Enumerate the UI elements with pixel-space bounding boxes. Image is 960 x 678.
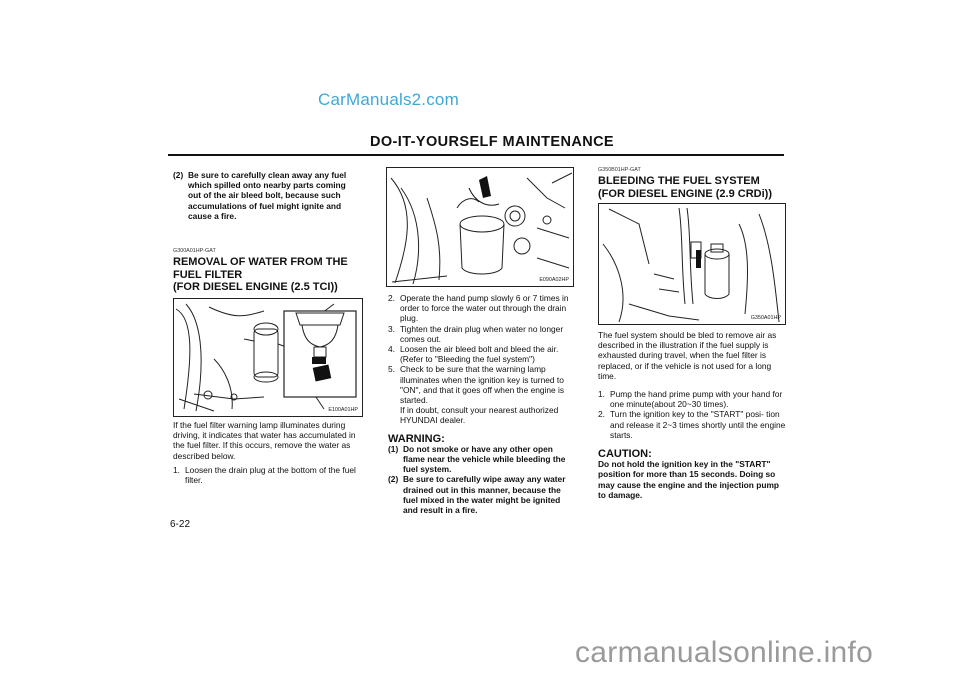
middle-column-body [388, 293, 574, 515]
warning-1-text: Do not smoke or have any other open flame near the vehicle while bleeding the fuel system. [403, 443, 566, 475]
caution-title: CAUTION: [598, 448, 652, 461]
left-column-body [173, 420, 361, 485]
warning-1-number: (1) [388, 443, 399, 454]
step-5 [388, 364, 574, 425]
right-column-body [598, 330, 786, 500]
bleed-step-2-number: 2. [598, 409, 605, 420]
figure-fuel-bleeding [598, 203, 786, 325]
caution-item [173, 170, 361, 221]
engine-illustration-right [599, 204, 785, 324]
section-title-left-line2: FUEL FILTER [173, 268, 243, 281]
caution-item-number: (2) [173, 170, 184, 180]
section-title-right-line2: (FOR DIESEL ENGINE (2.9 CRDi)) [598, 187, 772, 200]
section-code-left: G300A01HP-GAT [173, 248, 216, 254]
bleed-step-2 [598, 409, 786, 440]
step-5-extra: If in doubt, consult your nearest authorized HYUNDAI dealer. [400, 405, 559, 426]
step-2-number: 2. [388, 293, 395, 303]
section-title-right [598, 175, 798, 200]
step-5-text: Check to be sure that the warning lamp illuminates when the ignition key is turned to "ON", and that it goes off when the engine is started. [400, 364, 565, 406]
step-3-number: 3. [388, 323, 395, 334]
page-number: 6-22 [170, 519, 191, 530]
step-1-number: 1. [173, 464, 180, 475]
figure-label-left: E100A01HP [328, 407, 358, 413]
step-1 [173, 465, 361, 485]
section-title-left-line3: (FOR DIESEL ENGINE (2.5 TCI)) [173, 281, 338, 293]
left-column [173, 170, 361, 221]
bleed-step-1 [598, 389, 786, 409]
figure-label-middle: E090A02HP [539, 277, 569, 283]
intro-paragraph-right: The fuel system should be bled to remove air as described in the illustration if the fuel supply is exhausted during travel, when the fuel filter is replaced, or if the vehicle is not used for a long time. [598, 330, 777, 381]
section-title-right-line1: BLEEDING THE FUEL SYSTEM [598, 175, 760, 187]
page-header-title: DO-IT-YOURSELF MAINTENANCE [370, 134, 615, 150]
watermark-bottom: carmanualsonline.info [575, 636, 874, 669]
step-1-text: Loosen the drain plug at the bottom of the fuel filter. [185, 464, 356, 486]
warning-title: WARNING: [388, 432, 445, 445]
section-title-left-line1: REMOVAL OF WATER FROM THE [173, 256, 348, 268]
figure-label-right: G350A01HP [750, 315, 781, 321]
intro-paragraph-left: If the fuel filter warning lamp illuminates during driving, it indicates that water has accumulated in the fuel filter. If this occurs, remove the water as described below. [173, 420, 356, 461]
bleed-step-1-number: 1. [598, 389, 605, 400]
engine-illustration-middle [387, 168, 573, 286]
step-3-text: Tighten the drain plug when water no longer comes out. [400, 323, 564, 344]
header-rule [168, 154, 784, 156]
step-2-text: Operate the hand pump slowly 6 or 7 times in order to force the water out through the drain plug. [400, 293, 569, 324]
step-5-number: 5. [388, 364, 395, 375]
step-4 [388, 344, 574, 364]
warning-2 [388, 474, 574, 515]
watermark-top: CarManuals2.com [318, 90, 459, 109]
step-3 [388, 324, 574, 344]
step-4-number: 4. [388, 344, 395, 355]
engine-illustration-left [174, 299, 362, 416]
bleed-step-2-text: Turn the ignition key to the "START" posi- tion and release it 2~3 times shortly until the engine starts. [610, 409, 786, 440]
caution-text: Do not hold the ignition key in the "START" position for more than 15 seconds. Doing so may cause the engine and the injection pump to damage. [598, 459, 780, 500]
section-title-left [173, 256, 373, 294]
step-4-text: Loosen the air bleed bolt and bleed the air. (Refer to "Bleeding the fuel system") [400, 344, 559, 365]
figure-hand-pump [386, 167, 574, 287]
figure-fuel-filter-drain [173, 298, 363, 417]
caution-item-text: Be sure to carefully clean away any fuel which spilled onto nearby parts coming out of the air bleed bolt, because such accumulations of fuel might ignite and cause a fire. [188, 170, 347, 221]
step-2 [388, 293, 574, 324]
bleed-step-1-text: Pump the hand prime pump with your hand for one minute(about 20~30 times). [610, 389, 783, 410]
warning-1 [388, 444, 574, 475]
section-code-right: G350B01HP-GAT [598, 167, 641, 173]
warning-2-text: Be sure to carefully wipe away any water drained out in this manner, because the fuel mixed in the water might be ignited and result in a fire. [403, 474, 566, 516]
warning-2-number: (2) [388, 474, 399, 485]
